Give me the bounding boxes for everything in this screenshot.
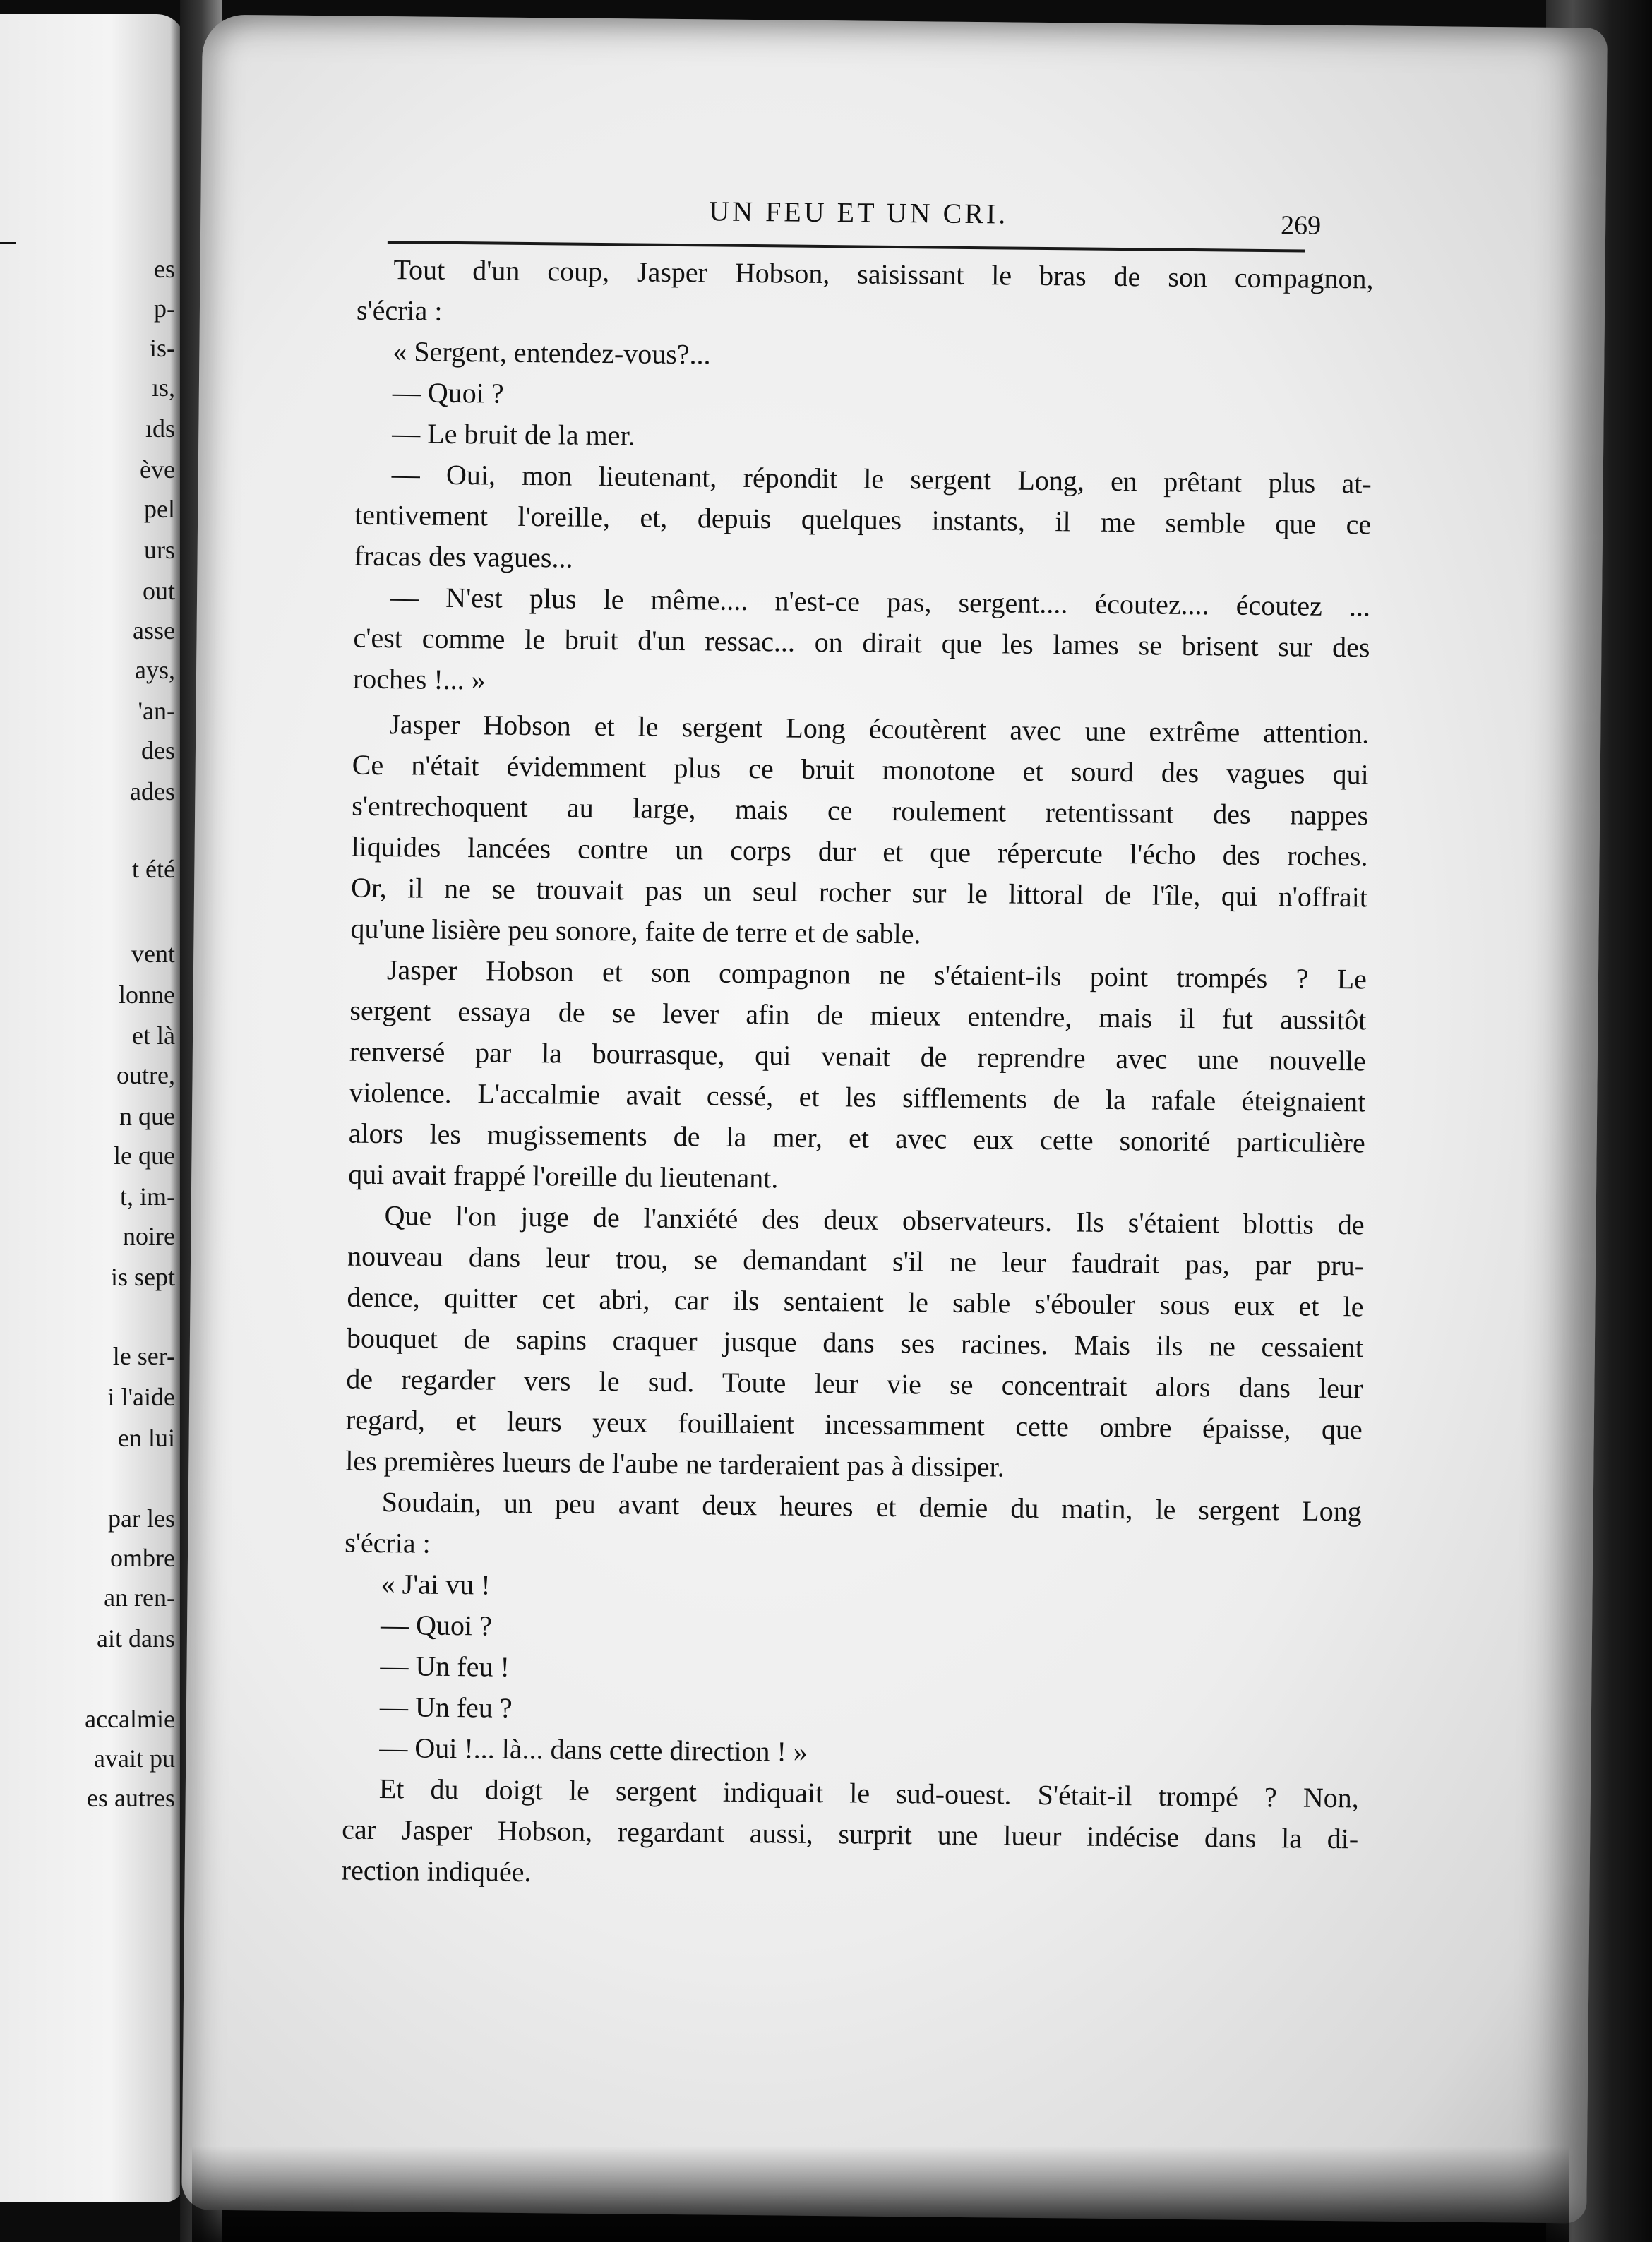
previous-page-fragment: pel bbox=[144, 495, 175, 523]
page-number: 269 bbox=[1280, 210, 1322, 241]
previous-page-fragment: ombre bbox=[110, 1544, 175, 1572]
previous-page-fragment: accalmie bbox=[85, 1705, 175, 1733]
previous-page-fragment: le que bbox=[114, 1141, 175, 1170]
text-line: Soudain, un peu avant deux heures et demie du matin, le sergent Long bbox=[381, 1486, 1362, 1528]
previous-page-fragment: lonne bbox=[119, 981, 175, 1009]
text-line: — Le bruit de la mer. bbox=[392, 417, 635, 452]
previous-page-fragment: le ser- bbox=[112, 1342, 175, 1370]
previous-page-fragment: ait dans bbox=[97, 1624, 175, 1653]
previous-page-fragment: asse bbox=[133, 616, 175, 645]
text-line: s'entrechoquent au large, mais ce roulement retentissant des nappes bbox=[352, 789, 1369, 832]
text-line: roches !... » bbox=[352, 662, 486, 696]
previous-page-fragment: des bbox=[141, 736, 175, 765]
text-line: sergent essaya de se lever afin de mieux entendre, mais il fut aussitôt bbox=[349, 994, 1367, 1036]
previous-page-fragment: ıds bbox=[145, 414, 175, 443]
text-line: Ce n'était évidemment plus ce bruit monotone et sourd des vagues qui bbox=[352, 748, 1369, 791]
text-line: les premières lueurs de l'aube ne tarderaient pas à dissiper. bbox=[345, 1444, 1005, 1483]
text-line: s'écria : bbox=[344, 1526, 431, 1559]
previous-page-fragment: n que bbox=[119, 1102, 175, 1130]
text-line: qu'une lisière peu sonore, faite de terre et de sable. bbox=[350, 912, 921, 950]
text-line: « J'ai vu ! bbox=[381, 1568, 491, 1601]
text-line: bouquet de sapins craquer jusque dans ses racines. Mais ils ne cessaient bbox=[346, 1321, 1364, 1364]
text-line: « Sergent, entendez-vous?... bbox=[393, 335, 711, 371]
previous-page-fragment: urs bbox=[144, 536, 175, 564]
text-line: — Oui, mon lieutenant, répondit le sergent Long, en prêtant plus at- bbox=[391, 458, 1372, 500]
previous-page-fragment: vent bbox=[131, 940, 175, 968]
text-line: violence. L'accalmie avait cessé, et les sifflements de la rafale éteignaient bbox=[349, 1076, 1366, 1118]
text-line: de regarder vers le sud. Toute leur vie se concentrait alors dans leur bbox=[346, 1362, 1363, 1405]
text-line: nouveau dans leur trou, se demandant s'il ne leur faudrait pas, par pru- bbox=[347, 1240, 1365, 1282]
text-line: dence, quitter cet abri, car ils sentaient le sable s'ébouler sous eux et le bbox=[347, 1281, 1364, 1323]
previous-page-fragment: et là bbox=[132, 1021, 175, 1050]
previous-page-fragment: an ren- bbox=[104, 1583, 175, 1612]
text-line: — Quoi ? bbox=[380, 1609, 493, 1642]
text-line: — Un feu ? bbox=[379, 1691, 513, 1724]
previous-page-fragment: i l'aide bbox=[107, 1383, 175, 1411]
page-bottom-shadow bbox=[192, 2146, 1569, 2242]
text-line: c'est comme le bruit d'un ressac... on dirait que les lames se brisent sur des bbox=[353, 621, 1370, 664]
previous-page-rule bbox=[0, 242, 16, 244]
text-line: Et du doigt le sergent indiquait le sud-ouest. S'était-il trompé ? Non, bbox=[378, 1773, 1360, 1814]
text-line: — Oui !... là... dans cette direction ! » bbox=[379, 1732, 808, 1768]
previous-page-fragment: ays, bbox=[135, 656, 175, 684]
previous-page-fragment: par les bbox=[108, 1504, 175, 1533]
text-line: regard, et leurs yeux fouillaient incessamment cette ombre épaisse, que bbox=[345, 1403, 1363, 1446]
previous-page-fragment: p- bbox=[154, 294, 175, 323]
text-line: liquides lancées contre un corps dur et que répercute l'écho des roches. bbox=[351, 830, 1368, 873]
text-line: Que l'on juge de l'anxiété des deux observateurs. Ils s'étaient blottis de bbox=[384, 1199, 1365, 1241]
text-line: fracas des vagues... bbox=[354, 539, 573, 574]
text-line: car Jasper Hobson, regardant aussi, surprit une lueur indécise dans la di- bbox=[342, 1813, 1359, 1855]
previous-page-fragment: t été bbox=[132, 855, 175, 883]
previous-page-fragment: avait pu bbox=[94, 1744, 175, 1773]
text-line: renversé par la bourrasque, qui venait de reprendre avec une nouvelle bbox=[349, 1035, 1367, 1077]
previous-page-fragment: es autres bbox=[87, 1784, 175, 1812]
previous-page-fragment: es bbox=[154, 255, 175, 283]
text-line: — Un feu ! bbox=[380, 1650, 510, 1683]
previous-page-fragment: en lui bbox=[118, 1424, 175, 1452]
text-line: Jasper Hobson et le sergent Long écoutèrent avec une extrême attention. bbox=[389, 708, 1370, 750]
previous-page-fragment: is sept bbox=[110, 1263, 175, 1291]
previous-page-fragment: is- bbox=[150, 334, 175, 362]
text-line: s'écria : bbox=[356, 294, 443, 327]
text-line: — N'est plus le même.... n'est-ce pas, sergent.... écoutez.... écoutez ... bbox=[390, 581, 1371, 623]
previous-page bbox=[0, 14, 185, 2202]
running-head: UN FEU ET UN CRI. bbox=[709, 195, 1009, 230]
previous-page-fragment: noire bbox=[123, 1222, 175, 1250]
previous-page-fragment: ıs, bbox=[151, 373, 175, 402]
text-line: — Quoi ? bbox=[392, 376, 504, 409]
previous-page-fragment: ève bbox=[140, 455, 175, 484]
text-line: Tout d'un coup, Jasper Hobson, saisissant le bras de son compagnon, bbox=[393, 253, 1374, 295]
previous-page-fragment: t, im- bbox=[120, 1182, 175, 1211]
text-line: rection indiquée. bbox=[341, 1854, 532, 1888]
text-line: alors les mugissements de la mer, et avec eux cette sonorité particulière bbox=[348, 1117, 1365, 1159]
previous-page-fragment: ades bbox=[130, 777, 175, 805]
previous-page-fragment: 'an- bbox=[138, 697, 175, 725]
text-line: tentivement l'oreille, et, depuis quelques instants, il me semble que ce bbox=[354, 498, 1372, 541]
text-line: Jasper Hobson et son compagnon ne s'étaient-ils point trompés ? Le bbox=[386, 954, 1367, 995]
previous-page-fragment: out bbox=[142, 577, 175, 605]
body-text bbox=[341, 249, 1373, 1901]
previous-page-fragment: outre, bbox=[116, 1061, 175, 1089]
text-line: qui avait frappé l'oreille du lieutenant. bbox=[347, 1158, 779, 1194]
book-page bbox=[181, 15, 1608, 2224]
text-line: Or, il ne se trouvait pas un seul rocher sur le littoral de l'île, qui n'offrait bbox=[350, 871, 1368, 913]
